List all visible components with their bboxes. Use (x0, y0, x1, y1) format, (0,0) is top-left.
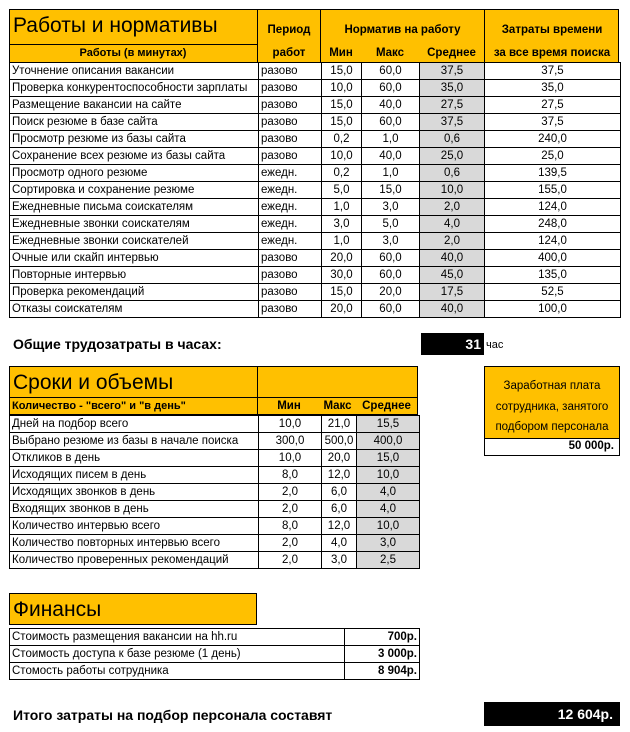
table-row (10, 80, 621, 97)
table-row (10, 63, 621, 80)
work-total: 139,5 (485, 165, 621, 182)
work-max: 60,0 (362, 114, 420, 131)
works-total-label: Общие трудозатраты в часах: (13, 336, 222, 352)
term-max: 12,0 (322, 518, 357, 535)
term-avg: 15,0 (357, 450, 420, 467)
table-row (10, 199, 621, 216)
work-min: 3,0 (322, 216, 362, 233)
work-avg: 37,5 (420, 114, 485, 131)
finance-value: 700р. (345, 629, 420, 646)
work-period: разово (259, 284, 322, 301)
term-avg: 15,5 (357, 416, 420, 433)
work-max: 20,0 (362, 284, 420, 301)
term-name: Количество проверенных рекомендаций (10, 552, 259, 569)
work-total: 135,0 (485, 267, 621, 284)
work-total: 124,0 (485, 199, 621, 216)
table-row (10, 148, 621, 165)
max-label: Макс (375, 47, 405, 59)
term-avg: 10,0 (357, 518, 420, 535)
work-avg: 25,0 (420, 148, 485, 165)
avg-label: Среднее (427, 47, 476, 59)
term-max: 21,0 (322, 416, 357, 433)
work-min: 20,0 (322, 250, 362, 267)
term-min: 10,0 (259, 450, 322, 467)
work-avg: 40,0 (420, 250, 485, 267)
term-min: 300,0 (259, 433, 322, 450)
works-subheader: Работы (в минутах) (79, 47, 187, 59)
work-min: 15,0 (322, 284, 362, 301)
table-row (10, 216, 621, 233)
cost-sub: за все время поиска (493, 47, 611, 59)
norm-label: Норматив на работу (344, 24, 461, 36)
work-avg: 0,6 (420, 165, 485, 182)
work-total: 37,5 (485, 63, 621, 80)
work-total: 27,5 (485, 97, 621, 114)
work-min: 30,0 (322, 267, 362, 284)
works-total-unit: час (486, 339, 504, 351)
table-row (10, 467, 420, 484)
table-row (10, 629, 420, 646)
term-name: Исходящих звонков в день (10, 484, 259, 501)
term-name: Откликов в день (10, 450, 259, 467)
work-max: 60,0 (362, 267, 420, 284)
work-max: 60,0 (362, 250, 420, 267)
table-row (10, 433, 420, 450)
work-min: 5,0 (322, 182, 362, 199)
grand-total-label: Итого затраты на подбор персонала составят (13, 707, 333, 723)
work-period: ежедн. (259, 216, 322, 233)
salary-line3: подбором персонала (495, 421, 609, 433)
work-avg: 45,0 (420, 267, 485, 284)
work-max: 60,0 (362, 301, 420, 318)
work-max: 5,0 (362, 216, 420, 233)
work-avg: 35,0 (420, 80, 485, 97)
work-min: 20,0 (322, 301, 362, 318)
table-row (10, 501, 420, 518)
table-row (10, 416, 420, 433)
work-min: 15,0 (322, 114, 362, 131)
work-avg: 40,0 (420, 301, 485, 318)
table-row (10, 518, 420, 535)
work-avg: 2,0 (420, 233, 485, 250)
salary-line1: Заработная плата (503, 380, 601, 392)
table-row (10, 301, 621, 318)
cost-label: Затраты времени (501, 24, 603, 36)
term-name: Исходящих писем в день (10, 467, 259, 484)
table-row (10, 450, 420, 467)
table-row (10, 552, 420, 569)
table-row (10, 284, 621, 301)
table-row (10, 484, 420, 501)
work-max: 3,0 (362, 233, 420, 250)
finance-name: Стоимость доступа к базе резюме (1 день) (10, 646, 345, 663)
finance-name: Стомость работы сотрудника (10, 663, 345, 680)
works-title: Работы и нормативы (13, 14, 218, 37)
work-min: 1,0 (322, 199, 362, 216)
term-avg: 10,0 (357, 467, 420, 484)
work-avg: 27,5 (420, 97, 485, 114)
work-period: ежедн. (259, 199, 322, 216)
table-row (10, 97, 621, 114)
table-row (10, 250, 621, 267)
term-max: 3,0 (322, 552, 357, 569)
work-name: Сохранение всех резюме из базы сайта (10, 148, 259, 165)
work-min: 10,0 (322, 80, 362, 97)
finance-value: 8 904р. (345, 663, 420, 680)
work-period: разово (259, 267, 322, 284)
work-avg: 0,6 (420, 131, 485, 148)
work-avg: 4,0 (420, 216, 485, 233)
work-total: 52,5 (485, 284, 621, 301)
work-min: 15,0 (322, 63, 362, 80)
work-total: 25,0 (485, 148, 621, 165)
work-max: 1,0 (362, 165, 420, 182)
term-max: 12,0 (322, 467, 357, 484)
work-name: Повторные интервью (10, 267, 259, 284)
terms-title: Сроки и объемы (13, 371, 174, 394)
work-period: разово (259, 250, 322, 267)
table-row (10, 535, 420, 552)
work-max: 40,0 (362, 148, 420, 165)
work-period: ежедн. (259, 182, 322, 199)
grand-total-value: 12 604р. (557, 706, 613, 722)
work-total: 400,0 (485, 250, 621, 267)
term-name: Количество интервью всего (10, 518, 259, 535)
table-row (10, 663, 420, 680)
term-name: Количество повторных интервью всего (10, 535, 259, 552)
work-min: 10,0 (322, 148, 362, 165)
term-name: Выбрано резюме из базы в начале поиска (10, 433, 259, 450)
term-avg: 4,0 (357, 484, 420, 501)
work-period: разово (259, 148, 322, 165)
work-max: 15,0 (362, 182, 420, 199)
work-name: Проверка конкурентоспособности зарплаты (10, 80, 259, 97)
work-min: 0,2 (322, 131, 362, 148)
work-avg: 2,0 (420, 199, 485, 216)
table-row (10, 165, 621, 182)
work-name: Просмотр резюме из базы сайта (10, 131, 259, 148)
work-total: 155,0 (485, 182, 621, 199)
work-total: 35,0 (485, 80, 621, 97)
term-min: 8,0 (259, 518, 322, 535)
term-max: 500,0 (322, 433, 357, 450)
term-max: 20,0 (322, 450, 357, 467)
table-row (10, 131, 621, 148)
finance-table (9, 628, 420, 680)
term-avg: 2,5 (357, 552, 420, 569)
work-name: Ежедневные звонки соискателей (10, 233, 259, 250)
salary-line2: сотрудника, занятого (495, 401, 609, 413)
work-period: разово (259, 301, 322, 318)
work-min: 0,2 (322, 165, 362, 182)
work-name: Поиск резюме в базе сайта (10, 114, 259, 131)
finance-value: 3 000р. (345, 646, 420, 663)
work-avg: 10,0 (420, 182, 485, 199)
terms-table (9, 415, 420, 569)
work-avg: 37,5 (420, 63, 485, 80)
work-name: Ежедневные письма соискателям (10, 199, 259, 216)
work-max: 3,0 (362, 199, 420, 216)
work-period: разово (259, 80, 322, 97)
term-avg: 3,0 (357, 535, 420, 552)
terms-subheader: Количество - "всего" и "в день" (12, 400, 186, 412)
works-table (9, 62, 621, 318)
work-period: разово (259, 97, 322, 114)
term-min: 2,0 (259, 552, 322, 569)
work-name: Размещение вакансии на сайте (10, 97, 259, 114)
term-max: 6,0 (322, 484, 357, 501)
work-max: 1,0 (362, 131, 420, 148)
min-label: Мин (329, 47, 353, 59)
term-max: 6,0 (322, 501, 357, 518)
work-total: 240,0 (485, 131, 621, 148)
table-row (10, 267, 621, 284)
period-label: Период (267, 24, 311, 36)
works-total-value: 31 (465, 336, 481, 352)
work-name: Отказы соискателям (10, 301, 259, 318)
term-avg: 4,0 (357, 501, 420, 518)
term-max: 4,0 (322, 535, 357, 552)
work-name: Уточнение описания вакансии (10, 63, 259, 80)
table-row (10, 114, 621, 131)
work-max: 60,0 (362, 63, 420, 80)
term-min: 2,0 (259, 535, 322, 552)
term-min: 10,0 (259, 416, 322, 433)
finance-title: Финансы (13, 598, 102, 621)
work-name: Проверка рекомендаций (10, 284, 259, 301)
work-name: Ежедневные звонки соискателям (10, 216, 259, 233)
work-name: Сортировка и сохранение резюме (10, 182, 259, 199)
work-period: разово (259, 131, 322, 148)
work-min: 1,0 (322, 233, 362, 250)
table-row (10, 182, 621, 199)
work-period: ежедн. (259, 165, 322, 182)
salary-value: 50 000р. (568, 440, 614, 452)
work-total: 248,0 (485, 216, 621, 233)
term-min: 8,0 (259, 467, 322, 484)
work-period: ежедн. (259, 233, 322, 250)
work-period: разово (259, 114, 322, 131)
term-name: Входящих звонков в день (10, 501, 259, 518)
table-row (10, 233, 621, 250)
period-sub: работ (272, 47, 306, 59)
work-period: разово (259, 63, 322, 80)
work-total: 100,0 (485, 301, 621, 318)
work-max: 60,0 (362, 80, 420, 97)
terms-min-label: Мин (277, 400, 301, 412)
work-name: Очные или скайп интервью (10, 250, 259, 267)
work-max: 40,0 (362, 97, 420, 114)
terms-avg-label: Среднее (362, 400, 411, 412)
term-min: 2,0 (259, 484, 322, 501)
table-row (10, 646, 420, 663)
work-total: 37,5 (485, 114, 621, 131)
finance-name: Стоимость размещения вакансии на hh.ru (10, 629, 345, 646)
term-min: 2,0 (259, 501, 322, 518)
work-avg: 17,5 (420, 284, 485, 301)
work-min: 15,0 (322, 97, 362, 114)
terms-max-label: Макс (323, 400, 352, 412)
term-avg: 400,0 (357, 433, 420, 450)
work-name: Просмотр одного резюме (10, 165, 259, 182)
work-total: 124,0 (485, 233, 621, 250)
term-name: Дней на подбор всего (10, 416, 259, 433)
